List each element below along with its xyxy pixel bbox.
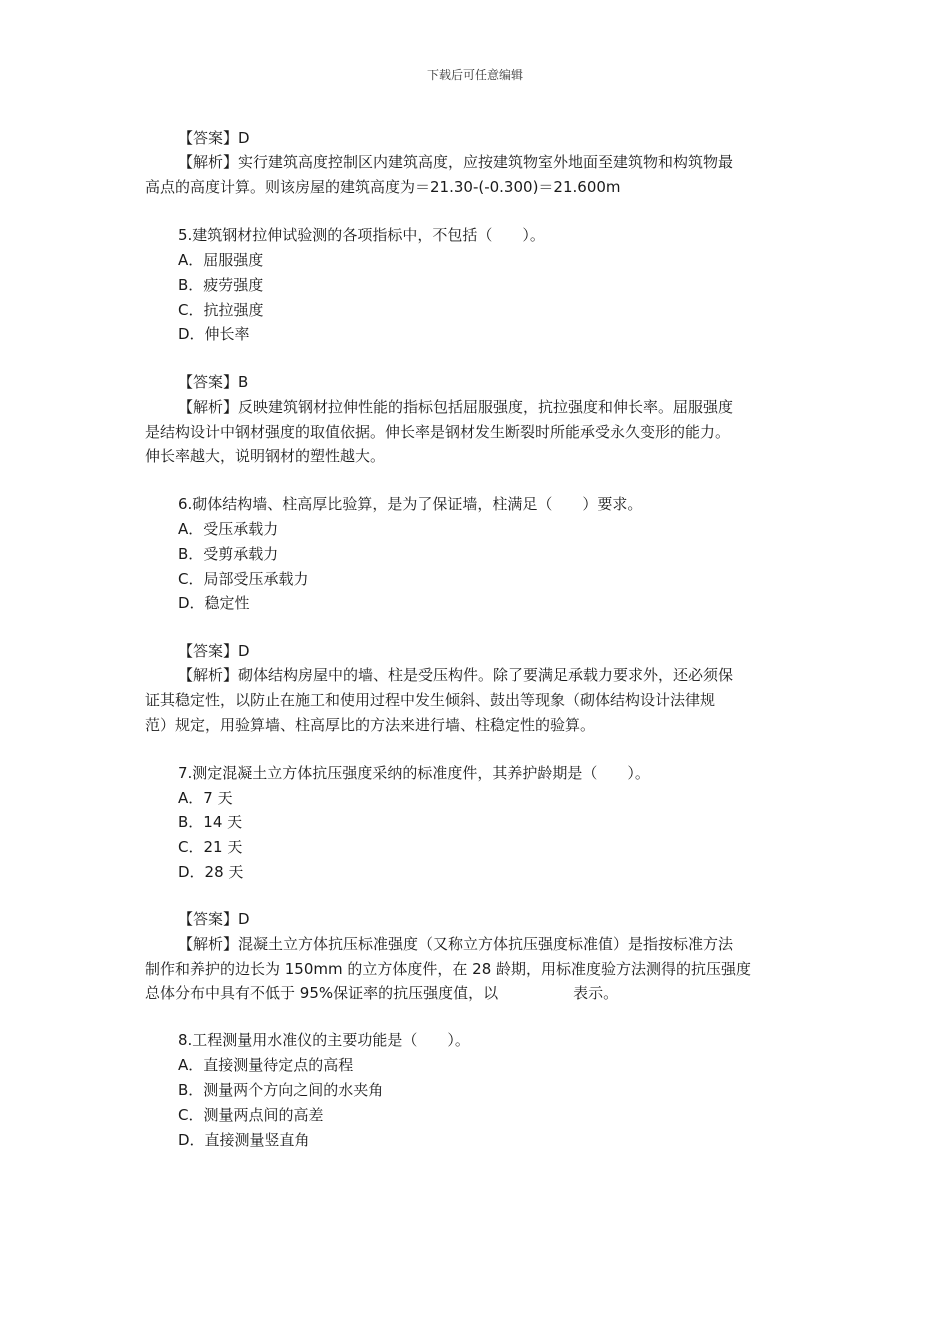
text-line: C．测量两点间的高差 [178, 1106, 324, 1124]
text-line: B．14 天 [178, 813, 243, 831]
text-line: 是结构设计中钢材强度的取值依据。伸长率是钢材发生断裂时所能承受永久变形的能力。 [145, 423, 731, 441]
text-line: B．测量两个方向之间的水夹角 [178, 1081, 384, 1099]
text-line: C．局部受压承载力 [178, 570, 309, 588]
text-line: B．疲劳强度 [178, 276, 264, 294]
text-line: 总体分布中具有不低于 95%保证率的抗压强度值，以 表示。 [145, 984, 619, 1002]
text-line: 证其稳定性，以防止在施工和使用过程中发生倾斜、鼓出等现象（砌体结构设计法律规 [145, 691, 716, 709]
text-line: A．直接测量待定点的高程 [178, 1056, 354, 1074]
text-line: 制作和养护的边长为 150mm 的立方体度件，在 28 龄期，用标准度验方法测得的抗压强度 [145, 960, 752, 978]
text-line: A．屈服强度 [178, 251, 264, 269]
text-line: D．直接测量竖直角 [178, 1131, 310, 1149]
text-line: 【答案】D [178, 642, 250, 660]
text-line: D．稳定性 [178, 594, 250, 612]
text-line: B．受剪承载力 [178, 545, 279, 563]
text-line: 高点的高度计算。则该房屋的建筑高度为＝21.30-(-0.300)＝21.600m [145, 178, 621, 196]
header-note: 下载后可任意编辑 [426, 68, 523, 82]
text-line: 7.测定混凝土立方体抗压强度采纳的标准度件，其养护龄期是（ ）。 [178, 764, 650, 782]
text-line: 【解析】实行建筑高度控制区内建筑高度，应按建筑物室外地面至建筑物和构筑物最 [178, 153, 734, 171]
text-line: 【答案】D [178, 910, 250, 928]
text-line: 伸长率越大，说明钢材的塑性越大。 [145, 447, 386, 465]
text-line: 范）规定，用验算墙、柱高厚比的方法来进行墙、柱稳定性的验算。 [145, 716, 596, 734]
text-line: C．抗拉强度 [178, 301, 264, 319]
text-line: 【解析】砌体结构房屋中的墙、柱是受压构件。除了要满足承载力要求外，还必须保 [178, 666, 734, 684]
text-line: D．伸长率 [178, 325, 250, 343]
text-line: D．28 天 [178, 863, 244, 881]
text-line: A．7 天 [178, 789, 233, 807]
text-line: 【解析】反映建筑钢材拉伸性能的指标包括屈服强度，抗拉强度和伸长率。屈服强度 [178, 398, 734, 416]
text-line: C．21 天 [178, 838, 243, 856]
text-line: 8.工程测量用水准仪的主要功能是（ ）。 [178, 1031, 470, 1049]
text-line: 【答案】D [178, 129, 250, 147]
text-line: 6.砌体结构墙、柱高厚比验算，是为了保证墙，柱满足（ ）要求。 [178, 495, 643, 513]
text-line: 5.建筑钢材拉伸试验测的各项指标中，不包括（ ）。 [178, 226, 545, 244]
text-line: 【答案】B [178, 373, 249, 391]
text-line: A．受压承载力 [178, 520, 279, 538]
text-line: 【解析】混凝土立方体抗压标准强度（又称立方体抗压强度标准值）是指按标准方法 [178, 935, 734, 953]
